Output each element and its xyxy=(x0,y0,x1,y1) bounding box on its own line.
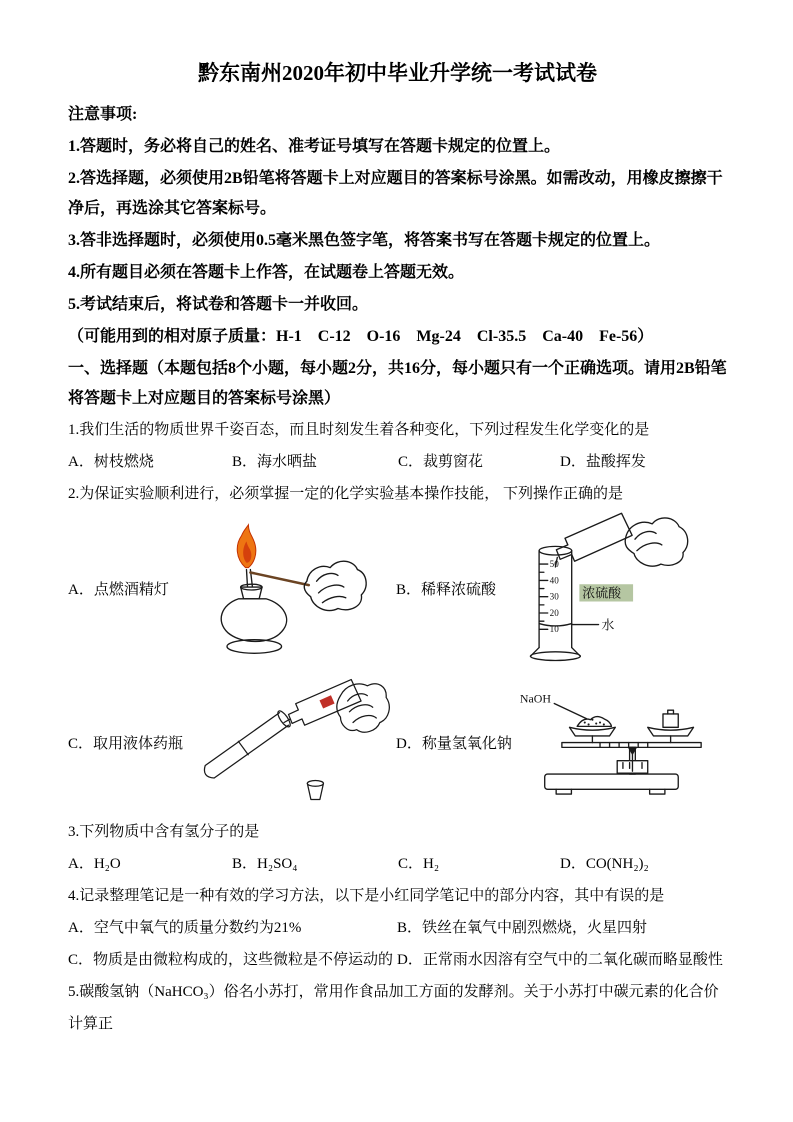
notice-item-4: 4.所有题目必须在答题卡上作答，在试题卷上答题无效。 xyxy=(68,264,465,281)
right-pan xyxy=(648,727,694,736)
naoh-label: NaOH xyxy=(519,691,552,706)
q3-option-b: B．H₂SO₄ xyxy=(232,856,298,872)
alcohol-lamp-figure xyxy=(190,517,375,663)
stopper-top xyxy=(307,781,323,787)
q4-option-d: D．正常雨水因溶有空气中的二氧化碳而略显酸性 xyxy=(397,952,723,968)
q2-figure-cell-a xyxy=(68,517,396,663)
naoh-heap xyxy=(577,716,611,726)
cylinder-ticks xyxy=(539,564,548,629)
q4-option-a: A．空气中氧气的质量分数约为21% xyxy=(68,920,302,936)
q1-option-b: B．海水晒盐 xyxy=(232,454,318,470)
test-tube xyxy=(204,713,288,778)
pouring-liquid-figure xyxy=(190,676,396,812)
q2-option-c-label: C．取用液体药瓶 xyxy=(68,736,184,752)
svg-text:30: 30 xyxy=(549,591,559,602)
q5-stem: 5.碳酸氢钠（NaHCO₃）俗名小苏打，常用作食品加工方面的发酵剂。关于小苏打中碳元素的化合价计算正 xyxy=(68,984,719,1032)
atomic-masses-line: （可能用到的相对原子质量：H-1 C-12 O-16 Mg-24 Cl-35.5 Ca-40 Fe-56） xyxy=(68,328,654,345)
q3-option-a: A．H₂O xyxy=(68,856,121,872)
hand xyxy=(304,561,366,610)
q2-option-a-label: A．点燃酒精灯 xyxy=(68,582,169,598)
cylinder-rim xyxy=(539,546,572,555)
q3-option-c: C．H₂ xyxy=(398,856,440,872)
svg-text:20: 20 xyxy=(549,607,559,618)
section-one-heading: 一、选择题（本题包括8个小题，每小题2分，共16分，每小题只有一个正确选项。请用2B铅笔将答题卡上对应题目的答案标号涂黑） xyxy=(68,360,727,407)
beam-scale-ticks xyxy=(600,742,648,747)
bottle-label xyxy=(319,695,334,708)
q4-option-c: C．物质是由微粒构成的，这些微粒是不停运动的 xyxy=(68,952,394,968)
q3-options xyxy=(68,848,727,880)
balance-feet xyxy=(556,789,665,794)
q2-figure-cell-d xyxy=(396,688,727,801)
hand xyxy=(625,518,688,566)
q2-figure-cell-b xyxy=(396,512,727,668)
q3-option-d: D．CO(NH₂)₂ xyxy=(560,856,649,872)
q2-stem: 2.为保证实验顺利进行，必须掌握一定的化学实验基本操作技能， 下列操作正确的是 xyxy=(68,486,624,502)
cylinder-scale-labels xyxy=(550,559,560,634)
page-title: 黔东南州2020年初中毕业升学统一考试试卷 xyxy=(198,61,597,85)
tube-liquid xyxy=(238,741,248,754)
q2-option-d-label: D．称量氢氧化钠 xyxy=(396,736,512,752)
q2-figure-row-2 xyxy=(68,676,727,812)
q4-option-b: B．铁丝在氧气中剧烈燃烧，火星四射 xyxy=(397,920,648,936)
notice-item-5: 5.考试结束后，将试卷和答题卡一并收回。 xyxy=(68,296,369,313)
q2-figure-cell-c xyxy=(68,676,396,812)
q4-options-row-1 xyxy=(68,912,727,944)
left-pan xyxy=(570,727,616,736)
notice-item-2: 2.答选择题，必须使用2B铅笔将答题卡上对应题目的答案标号涂黑。如需改动，用橡皮擦擦干净后，再选涂其它答案标号。 xyxy=(68,170,723,217)
balance-figure xyxy=(518,688,704,801)
match-stick xyxy=(250,572,308,585)
balance-beam xyxy=(562,742,701,747)
q1-stem: 1.我们生活的物质世界千姿百态，而且时刻发生着各种变化，下列过程发生化学变化的是 xyxy=(68,422,650,438)
naoh-pointer-line xyxy=(554,703,586,718)
graduated-cylinder-figure xyxy=(518,512,705,668)
svg-text:10: 10 xyxy=(549,624,559,635)
notice-item-3: 3.答非选择题时，必须使用0.5毫米黑色签字笔，将答案书写在答题卡规定的位置上。 xyxy=(68,232,661,249)
q2-option-b-label: B．稀释浓硫酸 xyxy=(396,582,497,598)
q3-stem: 3.下列物质中含有氢分子的是 xyxy=(68,824,260,840)
svg-text:50: 50 xyxy=(549,558,559,569)
water-label: 水 xyxy=(601,617,615,633)
notice-item-1: 1.答题时，务必将自己的姓名、准考证号填写在答题卡规定的位置上。 xyxy=(68,138,561,155)
svg-text:40: 40 xyxy=(549,575,559,586)
q1-options xyxy=(68,446,727,478)
q4-options-row-2 xyxy=(68,944,727,976)
q1-option-c: C．裁剪窗花 xyxy=(398,454,484,470)
q4-stem: 4.记录整理笔记是一种有效的学习方法，以下是小红同学笔记中的部分内容，其中有误的是 xyxy=(68,888,665,904)
balance-base xyxy=(545,774,679,789)
q2-figure-row-1 xyxy=(68,512,727,668)
lamp-body xyxy=(221,599,286,642)
q1-option-d: D．盐酸挥发 xyxy=(560,454,646,470)
q1-option-a: A．树枝燃烧 xyxy=(68,454,154,470)
weight-block xyxy=(663,713,678,726)
notices-heading: 注意事项: xyxy=(68,106,138,123)
acid-label: 浓硫酸 xyxy=(582,585,622,601)
